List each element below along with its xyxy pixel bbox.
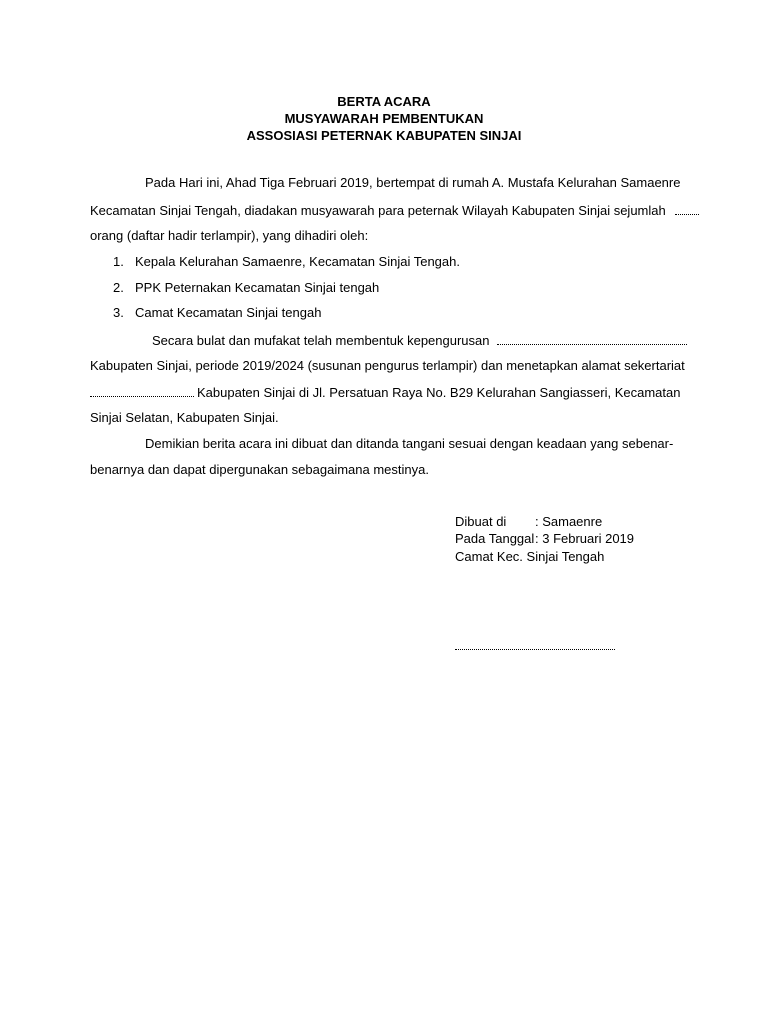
paragraph2-line3: Kabupaten Sinjai di Jl. Persatuan Raya No. B29 Kelurahan Sangiasseri, Kecamatan	[90, 384, 680, 401]
paragraph1-line3: orang (daftar hadir terlampir), yang dihadiri oleh:	[90, 228, 369, 243]
list-item-3-number: 3.	[113, 305, 124, 320]
list-item-1-text: Kepala Kelurahan Samaenre, Kecamatan Sinjai Tengah.	[135, 254, 460, 269]
paragraph2-line4: Sinjai Selatan, Kabupaten Sinjai.	[90, 410, 279, 425]
doc-title-line2: MUSYAWARAH PEMBENTUKAN	[284, 111, 484, 126]
paragraph1-line2: Kecamatan Sinjai Tengah, diadakan musyawarah para peternak Wilayah Kabupaten Sinjai sejumlah	[90, 202, 699, 219]
paragraph2-line2: Kabupaten Sinjai, periode 2019/2024 (susunan pengurus terlampir) dan menetapkan alamat sekertariat	[90, 358, 685, 373]
paragraph2-line1: Secara bulat dan mufakat telah membentuk kepengurusan	[152, 332, 687, 349]
doc-title-line3: ASSOSIASI PETERNAK KABUPATEN SINJAI	[246, 128, 522, 143]
signature-role: Camat Kec. Sinjai Tengah	[455, 549, 605, 564]
list-item-1-number: 1.	[113, 254, 124, 269]
signature-date-label: Pada Tanggal	[455, 531, 535, 546]
signature-line	[455, 649, 615, 650]
secretariat-blank	[90, 384, 194, 397]
paragraph1-line1: Pada Hari ini, Ahad Tiga Februari 2019, bertempat di rumah A. Mustafa Kelurahan Samaenre	[145, 175, 681, 190]
signature-place-value: : Samaenre	[535, 514, 603, 529]
signature-place-label: Dibuat di	[455, 514, 507, 529]
list-item-2-number: 2.	[113, 280, 124, 295]
doc-title-line1: BERTA ACARA	[337, 94, 431, 109]
count-blank	[675, 202, 699, 215]
list-item-3-text: Camat Kecamatan Sinjai tengah	[135, 305, 322, 320]
organization-name-blank	[497, 332, 687, 345]
paragraph3-line1: Demikian berita acara ini dibuat dan ditanda tangani sesuai dengan keadaan yang sebenar-	[145, 436, 674, 451]
paragraph3-line2: benarnya dan dapat dipergunakan sebagaimana mestinya.	[90, 462, 429, 477]
signature-date-value: : 3 Februari 2019	[535, 531, 635, 546]
list-item-2-text: PPK Peternakan Kecamatan Sinjai tengah	[135, 280, 380, 295]
